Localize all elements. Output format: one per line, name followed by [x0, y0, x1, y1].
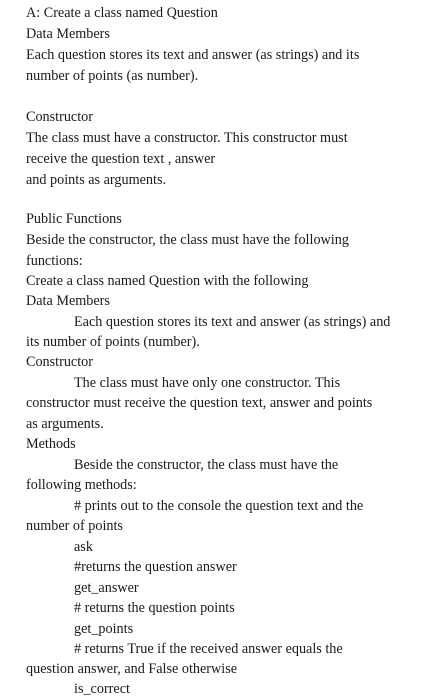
- text-line: The class must have only one constructor. This: [74, 375, 341, 391]
- text-line: question answer, and False otherwise: [26, 661, 238, 677]
- text-line: and points as arguments.: [26, 172, 167, 188]
- label-methods: Methods: [26, 436, 76, 452]
- text-line: functions:: [26, 253, 83, 269]
- method-name: get_answer: [74, 580, 139, 596]
- heading-create-class: A: Create a class named Question: [26, 5, 218, 21]
- method-name: get_points: [74, 621, 134, 637]
- comment-line: # returns the question points: [74, 600, 235, 616]
- text-line: Beside the constructor, the class must have the: [74, 457, 339, 473]
- text-line: following methods:: [26, 477, 137, 493]
- label-data-members: Data Members: [26, 293, 110, 309]
- text-line: as arguments.: [26, 416, 104, 432]
- text-line: number of points: [26, 518, 123, 534]
- text-line: Each question stores its text and answer (as strings) and its: [26, 47, 360, 63]
- method-name: is_correct: [74, 681, 130, 697]
- text-line: constructor must receive the question text, answer and points: [26, 395, 373, 411]
- method-name: ask: [74, 539, 93, 555]
- text-line: Beside the constructor, the class must have the following: [26, 232, 349, 248]
- comment-line: #returns the question answer: [74, 559, 237, 575]
- text-line: number of points (as number).: [26, 68, 199, 84]
- text-line: The class must have a constructor. This constructor must: [26, 130, 348, 146]
- text-line: Create a class named Question with the following: [26, 273, 309, 289]
- label-public-functions: Public Functions: [26, 211, 122, 227]
- label-constructor: Constructor: [26, 109, 93, 125]
- text-line: Each question stores its text and answer (as strings) and: [74, 314, 391, 330]
- label-data-members: Data Members: [26, 26, 110, 42]
- label-constructor: Constructor: [26, 354, 93, 370]
- text-line: its number of points (number).: [26, 334, 200, 350]
- comment-line: # prints out to the console the question text and the: [74, 498, 364, 514]
- comment-line: # returns True if the received answer equals the: [74, 641, 343, 657]
- text-line: receive the question text , answer: [26, 151, 216, 167]
